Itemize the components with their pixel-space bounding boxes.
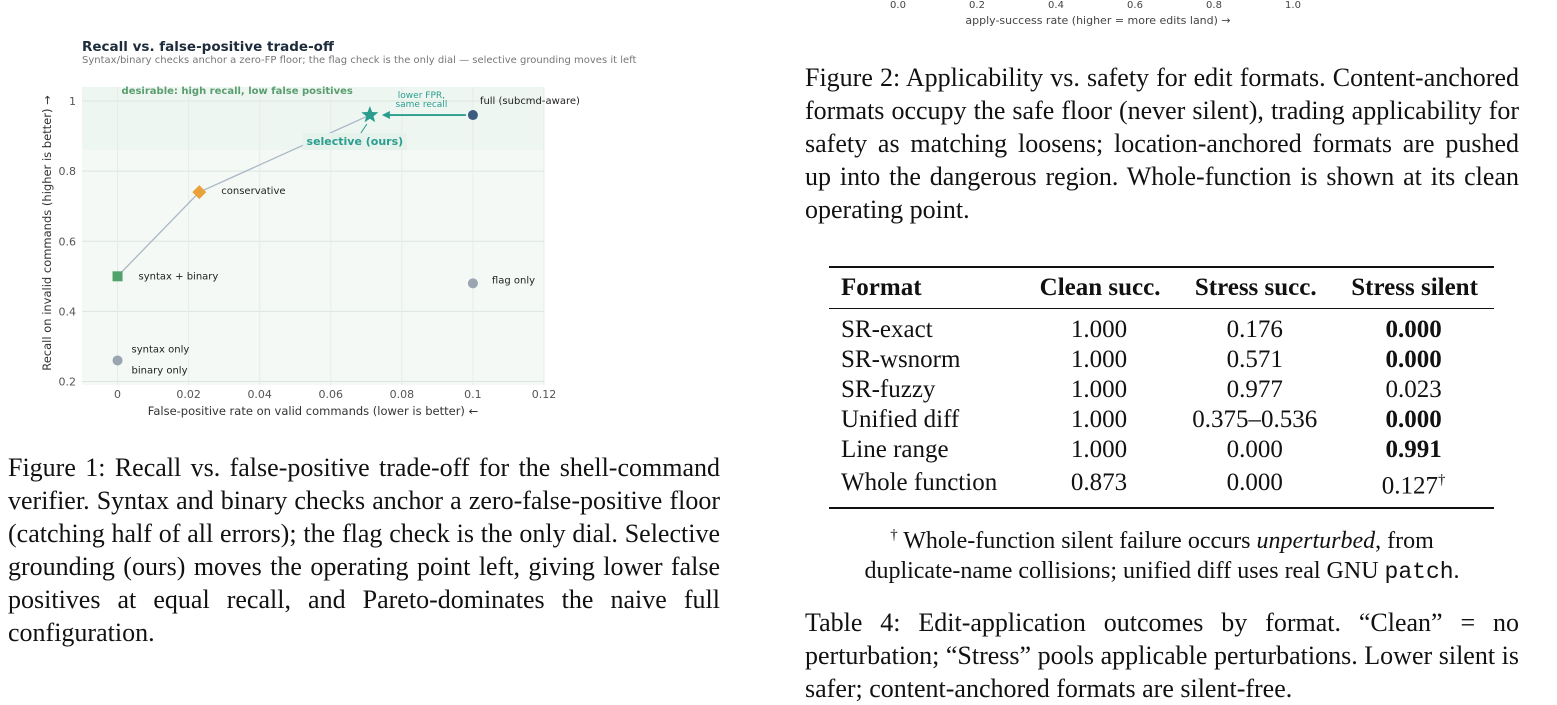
cell-format-value: Line range (841, 436, 949, 463)
cell-format-value: SR-fuzzy (841, 376, 936, 403)
cell-stress-success-value: 0.571 (1226, 346, 1283, 373)
chart-subtitle: Syntax/binary checks anchor a zero-FP floor; the flag check is the only dial — selective grounding moves it left (82, 55, 637, 66)
column-header-silent: Stress silent (1351, 274, 1478, 301)
table-header-row (829, 267, 1494, 309)
cell-format (829, 435, 1022, 465)
cell-stress-success (1176, 405, 1333, 435)
table-row (829, 405, 1494, 435)
fig2-x-tick: 0.2 (969, 0, 985, 11)
footnote-mark: † (890, 527, 898, 543)
cell-clean-success (1022, 375, 1177, 405)
footnote-text: , from (1375, 528, 1434, 554)
cell-clean-success-value: 1.000 (1070, 406, 1128, 433)
cell-clean-success (1022, 435, 1177, 465)
cell-stress-success-value: 0.375–0.536 (1192, 406, 1318, 433)
table4-caption: Table 4: Edit-application outcomes by format. “Clean” = no perturbation; “Stress” pools applicable perturbations. Lower silent is safer; content-anchored formats are silent-free. (805, 608, 1519, 703)
data-point-label: syntax + binary (138, 271, 219, 283)
cell-format (829, 375, 1022, 405)
cell-stress-silent (1333, 405, 1494, 435)
data-point (113, 355, 123, 365)
fig2-x-tick: 1.0 (1285, 0, 1301, 11)
region-label: desirable: high recall, low false positives (121, 86, 353, 98)
data-point-label: binary only (131, 365, 188, 377)
cell-stress-success (1176, 435, 1333, 465)
footnote-code: patch (1384, 559, 1454, 585)
y-axis-label: Recall on invalid commands (higher is better) → (40, 95, 54, 371)
cell-stress-success-value: 0.977 (1226, 376, 1283, 403)
y-tick-label: 0.4 (58, 305, 76, 319)
footnote-text: . (1453, 558, 1460, 584)
cell-clean-success-value: 1.000 (1070, 346, 1128, 373)
cell-stress-silent-value: 0.000 (1385, 316, 1442, 343)
cell-stress-silent-value: 0.000 (1385, 346, 1442, 373)
cell-stress-silent-value: 0.023 (1385, 376, 1442, 403)
footnote-emphasis: unperturbed (1256, 528, 1376, 554)
cell-stress-success-value: 0.000 (1226, 436, 1283, 463)
data-point-label: full (subcmd-aware) (479, 96, 580, 108)
x-tick-label: 0.12 (531, 388, 557, 401)
x-tick-label: 0.06 (318, 388, 344, 401)
cell-format-value: SR-wsnorm (841, 346, 961, 373)
cell-stress-silent-value: 0.991 (1385, 436, 1442, 463)
cell-stress-success (1176, 375, 1333, 405)
table-row (829, 435, 1494, 465)
cell-format (829, 345, 1022, 375)
x-tick-label: 0.1 (464, 388, 482, 401)
annotation-text: lower FPR, (397, 91, 445, 102)
footnote-text: duplicate-name collisions; unified diff uses real GNU (864, 558, 1385, 584)
cell-clean-success-value: 1.000 (1070, 436, 1128, 463)
cell-stress-success (1176, 309, 1333, 346)
cell-stress-silent (1333, 345, 1494, 375)
cell-stress-success-value: 0.000 (1226, 469, 1283, 497)
cell-stress-silent-value: 0.000 (1385, 406, 1442, 433)
y-tick-label: 0.8 (58, 165, 76, 179)
edit-format-table (829, 266, 1494, 509)
figure1-caption: Figure 1: Recall vs. false-positive trade-off for the shell-command verifier. Syntax and binary checks anchor a zero-false-positive floor (catching half of all errors); the flag check is the only dial. Selective grounding (ours) moves the operating point left, giving lower false positives at equal recall, and Pareto-dominates the naive full configuration. (8, 453, 720, 647)
data-point (113, 271, 123, 281)
cell-format (829, 405, 1022, 435)
fig2-x-tick: 0.0 (890, 0, 906, 11)
table-row (829, 465, 1494, 508)
cell-stress-silent (1333, 465, 1494, 508)
cell-stress-success-value: 0.176 (1226, 316, 1283, 343)
x-tick-label: 0.02 (176, 388, 201, 401)
cell-stress-silent (1333, 375, 1494, 405)
recall-fpr-chart (0, 30, 760, 430)
cell-clean-success (1022, 405, 1177, 435)
table-row (829, 309, 1494, 346)
cell-clean-success-value: 1.000 (1070, 376, 1128, 403)
cell-stress-success (1176, 465, 1333, 508)
cell-footnote-mark: † (1437, 472, 1446, 488)
table-row (829, 375, 1494, 405)
cell-clean-success (1022, 465, 1177, 508)
figure2-axis (860, 0, 1320, 30)
chart-title: Recall vs. false-positive trade-off (82, 39, 334, 55)
table-footnote (805, 520, 1519, 587)
y-tick-label: 1 (69, 95, 76, 109)
column-header-stress: Stress succ. (1194, 274, 1317, 301)
cell-stress-silent-value: 0.127 (1381, 472, 1438, 500)
fig2-x-tick: 0.4 (1048, 0, 1064, 11)
y-tick-label: 0.2 (58, 375, 76, 389)
x-tick-label: 0 (114, 388, 122, 401)
column-header-format: Format (841, 274, 922, 301)
cell-stress-silent (1333, 309, 1494, 346)
fig2-x-tick: 0.6 (1127, 0, 1143, 11)
data-point-label: selective (ours) (306, 135, 404, 149)
x-tick-label: 0.08 (389, 388, 415, 401)
annotation-text: same recall (395, 100, 448, 111)
footnote-text: Whole-function silent failure occurs (897, 528, 1257, 554)
cell-format (829, 465, 1022, 508)
cell-stress-silent (1333, 435, 1494, 465)
cell-clean-success-value: 0.873 (1070, 469, 1128, 497)
cell-clean-success (1022, 309, 1177, 346)
fig2-x-axis-label: apply-success rate (higher = more edits land) → (965, 14, 1231, 27)
fig2-x-tick: 0.8 (1206, 0, 1222, 11)
data-point (468, 110, 478, 120)
cell-format-value: Whole function (841, 469, 998, 497)
x-tick-label: 0.04 (247, 388, 272, 401)
column-header-clean: Clean succ. (1039, 274, 1161, 301)
cell-format-value: SR-exact (841, 316, 933, 343)
table-row (829, 345, 1494, 375)
figure2-caption: Figure 2: Applicability vs. safety for edit formats. Content-anchored formats occupy the safe floor (never silent), trading applicability for safety as matching loosens; location-anchored formats are pushed up into the dangerous region. Whole-function is shown at its clean operating point. (805, 63, 1519, 224)
cell-format-value: Unified diff (841, 406, 960, 433)
data-point-label: syntax only (131, 344, 190, 356)
data-point-label: flag only (491, 275, 536, 287)
cell-format (829, 309, 1022, 346)
cell-stress-success (1176, 345, 1333, 375)
x-axis-label: False-positive rate on valid commands (lower is better) ← (147, 404, 479, 418)
data-point-label: conservative (221, 186, 286, 198)
cell-clean-success (1022, 345, 1177, 375)
data-point (468, 278, 478, 288)
y-tick-label: 0.6 (58, 235, 76, 249)
cell-clean-success-value: 1.000 (1070, 316, 1128, 343)
